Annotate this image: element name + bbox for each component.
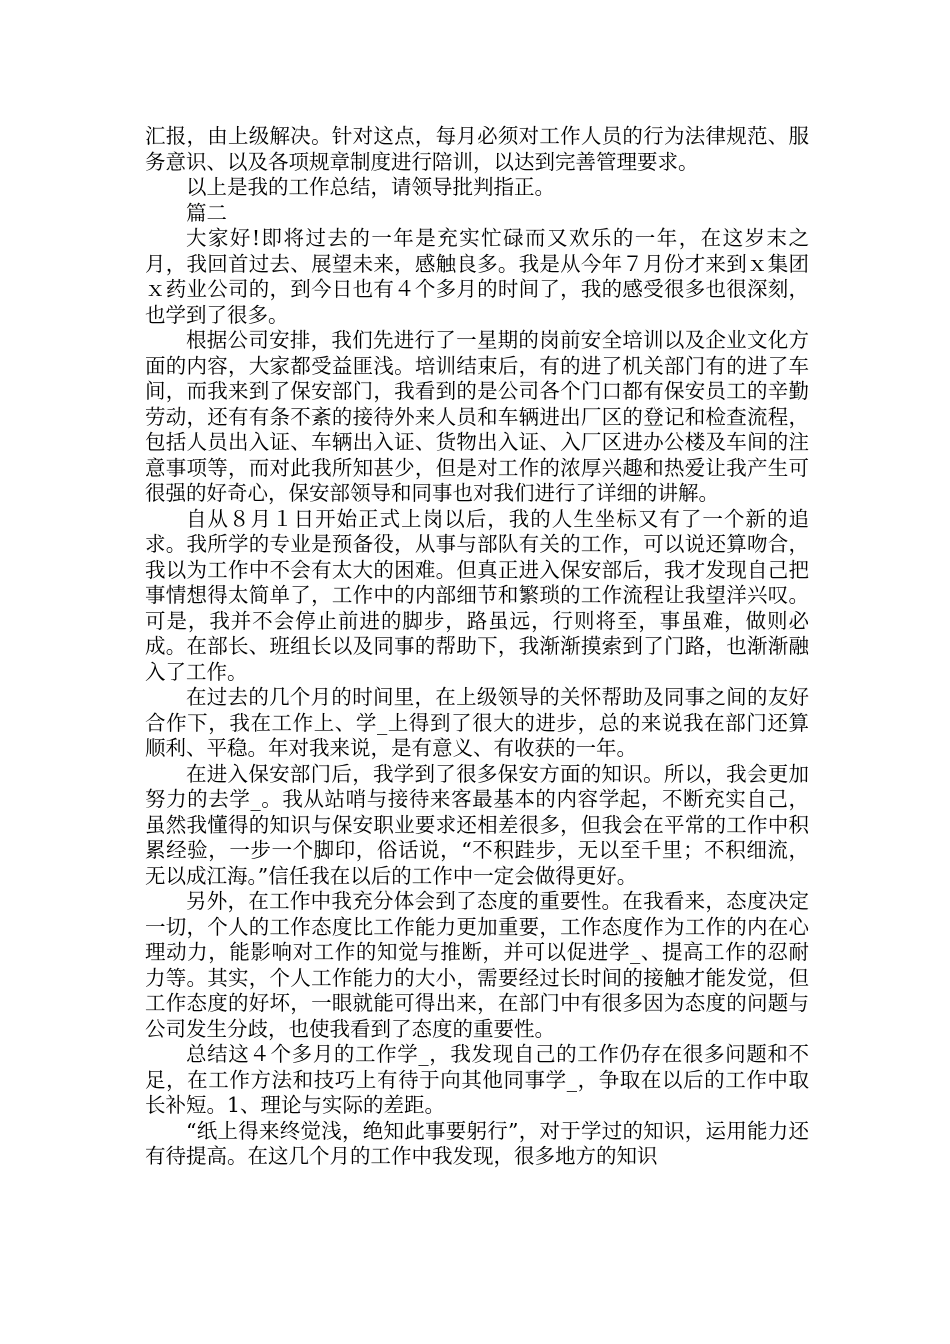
paragraph-1: 汇报，由上级解决。针对这点，每月必须对工作人员的行为法律规范、服务意识、以及各项规章制度进行陪训，以达到完善管理要求。 — [145, 124, 809, 174]
section-heading: 篇二 — [186, 200, 227, 225]
paragraph-4: 根据公司安排，我们先进行了一星期的岗前安全培训以及企业文化方面的内容，大家都受益匪浅。培训结束后，有的进了机关部门有的进了车间，而我来到了保安部门，我看到的是公司各个门口都有保安员工的辛勤劳动，还有有条不紊的接待外来人员和车辆进出厂区的登记和检查流程，包括人员出入证、车辆出入证、货物出入证、入厂区进办公楼及车间的注意事项等，而对此我所知甚少，但是对工作的浓厚兴趣和热爱让我产生可很强的好奇心，保安部领导和同事也对我们进行了详细的讲解。 — [145, 328, 809, 505]
paragraph-7: 在进入保安部门后，我学到了很多保安方面的知识。所以，我会更加努力的去学_。我从站哨与接待来客最基本的内容学起，不断充实自己，虽然我懂得的知识与保安职业要求还相差很多，但我会在平常的工作中积累经验，一步一个脚印，俗话说，“不积跬步，无以至千里；不积细流，无以成江海。”信任我在以后的工作中一定会做得更好。 — [145, 761, 809, 888]
paragraph-3: 大家好!即将过去的一年是充实忙碌而又欢乐的一年，在这岁末之月，我回首过去、展望未来，感触良多。我是从今年７月份才来到ｘ集团ｘ药业公司的，到今日也有４个多月的时间了，我的感受很多也很深刻，也学到了很多。 — [145, 226, 809, 327]
paragraph-9: 总结这４个多月的工作学_，我发现自己的工作仍存在很多问题和不足，在工作方法和技巧上有待于向其他同事学_，争取在以后的工作中取长补短。1、理论与实际的差距。 — [145, 1042, 809, 1117]
document-body — [145, 124, 809, 1170]
paragraph-8: 另外，在工作中我充分体会到了态度的重要性。在我看来，态度决定一切，个人的工作态度比工作能力更加重要，工作态度作为工作的内在心理动力，能影响对工作的知觉与推断，并可以促进学_、提高工作的忍耐力等。其实，个人工作能力的大小，需要经过长时间的接触才能发觉，但工作态度的好坏，一眼就能可得出来，在部门中有很多因为态度的问题与公司发生分歧，也使我看到了态度的重要性。 — [145, 889, 809, 1041]
paragraph-2: 以上是我的工作总结，请领导批判指正。 — [186, 175, 555, 199]
paragraph-10: “纸上得来终觉浅，绝知此事要躬行”，对于学过的知识，运用能力还有待提高。在这几个月的工作中我发现，很多地方的知识 — [145, 1118, 809, 1168]
paragraph-5: 自从８月１日开始正式上岗以后，我的人生坐标又有了一个新的追求。我所学的专业是预备役，从事与部队有关的工作，可以说还算吻合，我以为工作中不会有太大的困难。但真正进入保安部后，我才发现自己把事情想得太简单了，工作中的内部细节和繁琐的工作流程让我望洋兴叹。可是，我并不会停止前进的脚步，路虽远，行则将至，事虽难，做则必成。在部长、班组长以及同事的帮助下，我渐渐摸索到了门路，也渐渐融入了工作。 — [145, 506, 809, 684]
paragraph-6: 在过去的几个月的时间里，在上级领导的关怀帮助及同事之间的友好合作下，我在工作上、学_上得到了很大的进步，总的来说我在部门还算顺利、平稳。年对我来说，是有意义、有收获的一年。 — [145, 685, 809, 760]
